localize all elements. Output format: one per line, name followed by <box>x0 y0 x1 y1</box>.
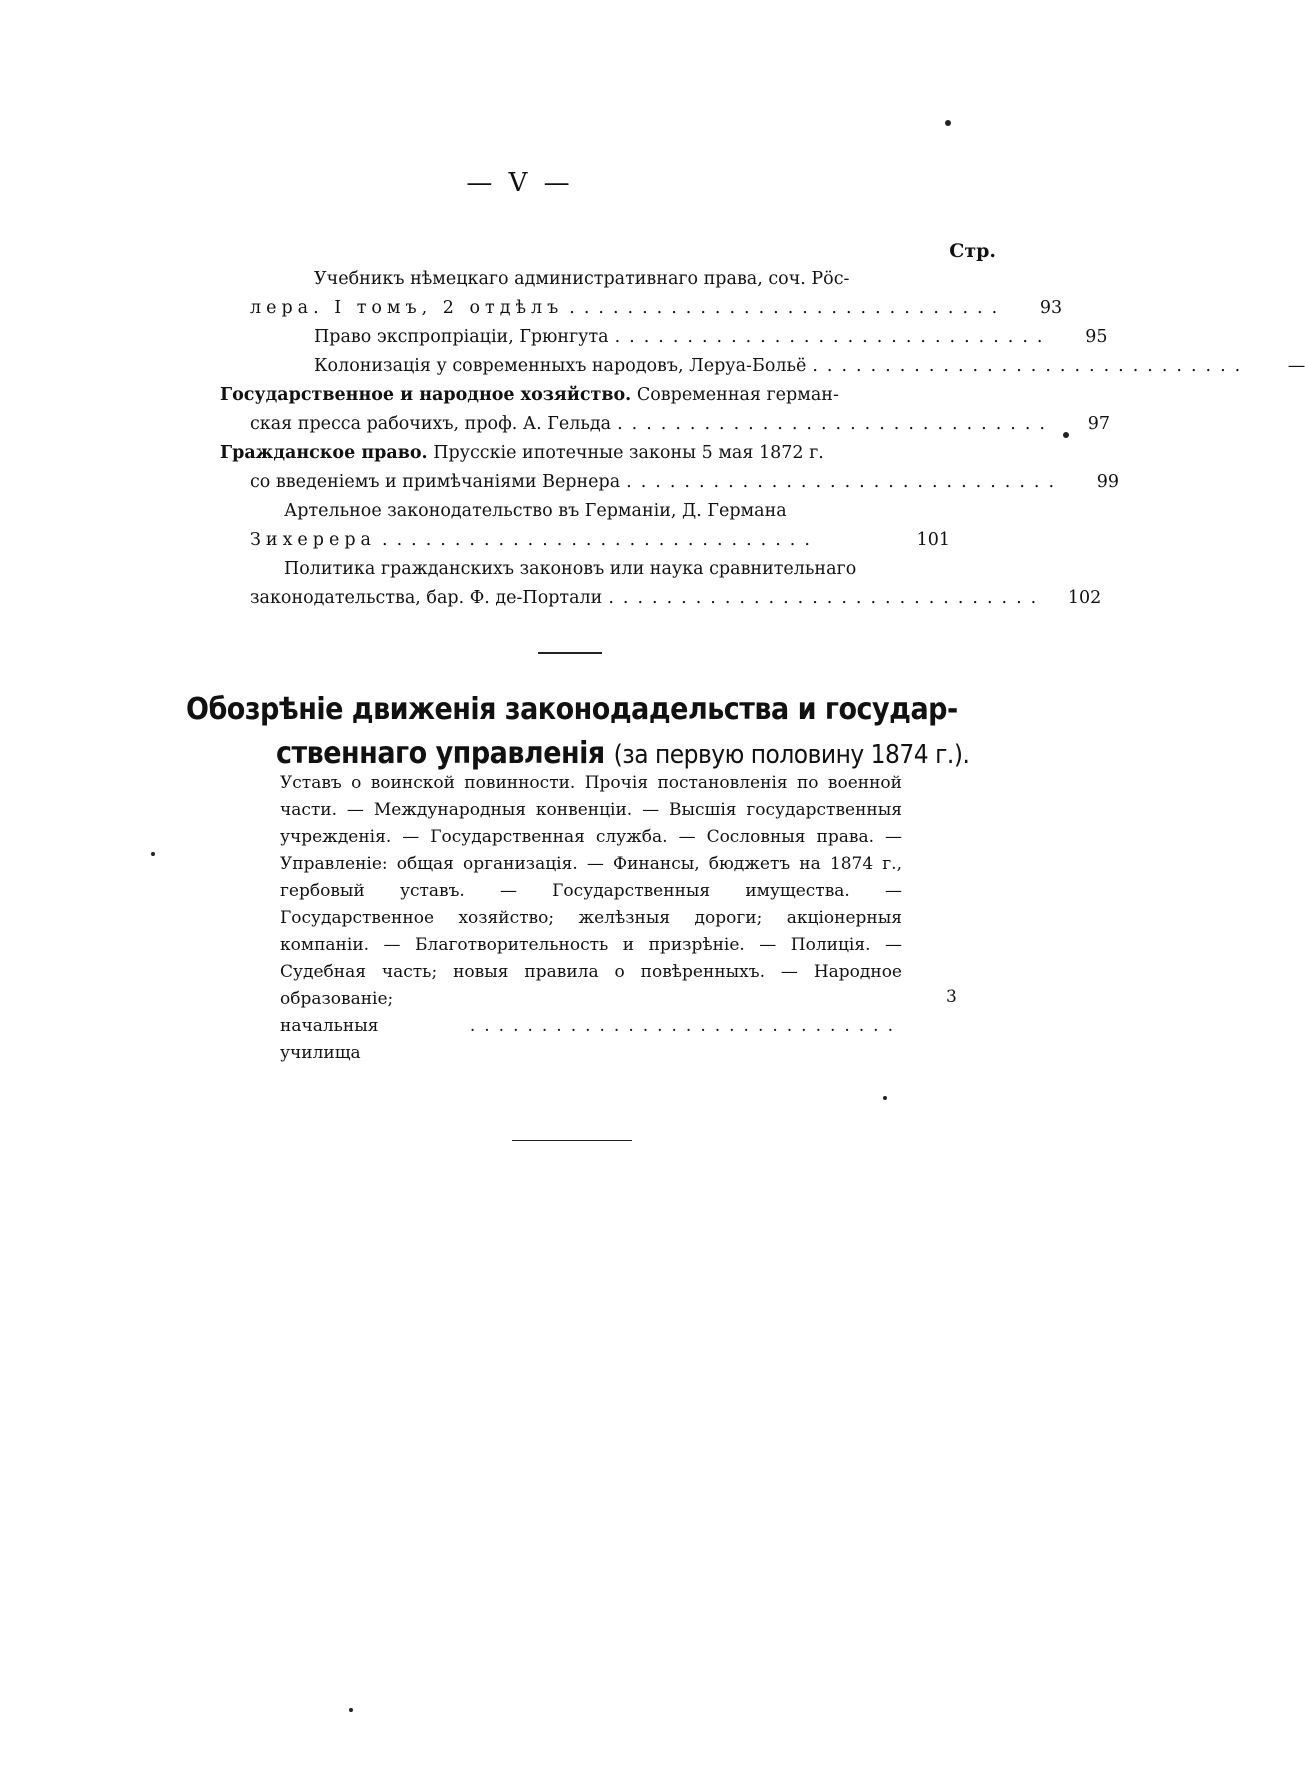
toc-entry-line: Учебникъ нѣмецкаго административнаго права, соч. Рӧс- <box>314 269 850 289</box>
section-title-line: Обозрѣнiе движенiя законодадельства и государ- <box>186 692 958 727</box>
toc-page-number: 97 <box>1087 414 1110 434</box>
toc-entry-line: Государственное и народное хозяйство. Современная герман- <box>220 385 839 405</box>
section-contents: Уставъ о воинской повинности. Прочiя постановленiя по военной части. — Международныя конвенцiи. — Высшiя государственныя учрежденiя. — Государственная служба. — Сословныя права. — Управленiе: общая организацiя. — Финансы, бюджетъ на 1874 г., гербовый уставъ. — Государственныя имущества. — Государственное хозяйство; желѣзныя дороги; акцiонерныя компанiи. — Благотворительность и призрѣнiе. — Полицiя. — Судебная часть; новыя правила о повѣренныхъ. — Народное образованiе; начальныя училища .............................. <box>280 770 902 1067</box>
toc-page-number: 102 <box>1067 588 1102 608</box>
toc-entry-line: Гражданское право. Прусскiе ипотечные законы 5 мая 1872 г. <box>220 443 824 463</box>
toc-entry: Право экспропріацiи, Грюнгута .............................. 95 <box>250 323 950 352</box>
toc-entry-line: Артельное законодательство въ Германiи, Д. Германа <box>284 501 787 521</box>
toc-entry: Государственное и народное хозяйство. Современная герман- ская пресса рабочихъ, проф. А. Гельда .............................. 97 <box>250 381 950 439</box>
toc-entry: Учебникъ нѣмецкаго административнаго права, соч. Рӧс- лера. I томъ, 2 отдѣлъ .............................. 93 <box>250 265 950 323</box>
toc-entry-line: Право экспропріацiи, Грюнгута <box>314 327 609 347</box>
toc-page-number: 95 <box>1085 327 1108 347</box>
toc-entry-lead: Государственное и народное хозяйство. <box>220 385 632 405</box>
toc-entry: Артельное законодательство въ Германiи, Д. Германа Зихерера .............................. 101 <box>250 497 950 555</box>
section-title-subtitle: (за первую половину 1874 г.). <box>613 740 970 770</box>
section-body-last-line: начальныя училища <box>280 1016 379 1063</box>
toc-page-number: 93 <box>1039 298 1063 318</box>
toc-entry-lead: Гражданское право. <box>220 443 428 463</box>
toc-page-number: — <box>1287 356 1305 376</box>
toc-page-number: 101 <box>916 530 950 550</box>
section-title <box>186 688 986 777</box>
toc-entry-line: законодательства, бар. Ф. де-Портали <box>250 588 603 608</box>
toc-entry-line: ская пресса рабочихъ, проф. А. Гельда <box>250 414 612 434</box>
toc-entry-line: Колонизацiя у современныхъ народовъ, Леруа-Больё <box>314 356 807 376</box>
toc-page-number: 99 <box>1096 472 1120 492</box>
scan-speck <box>151 852 155 856</box>
scan-speck <box>349 1708 353 1712</box>
scan-speck <box>1063 432 1069 438</box>
toc-entry-line: Политика гражданскихъ законовъ или наука сравнительнаго <box>284 559 857 579</box>
section-page-number: 3 <box>946 987 957 1007</box>
toc-entry-line: со введенiемъ и примѣчанiями Вернера <box>250 472 621 492</box>
toc-entry-line: Зихерера <box>250 530 376 550</box>
page-column-label: Стр. <box>949 240 996 262</box>
divider <box>538 652 602 654</box>
toc-entry: Политика гражданскихъ законовъ или наука сравнительнаго законодательства, бар. Ф. де-Портали .............................. 102 <box>250 555 950 613</box>
toc-entry: Гражданское право. Прусскiе ипотечные законы 5 мая 1872 г. со введенiемъ и примѣчанiями Вернера .............................. 99 <box>250 439 950 497</box>
divider <box>512 1140 632 1141</box>
table-of-contents <box>220 265 1305 613</box>
page-number: — V — <box>466 168 574 198</box>
toc-entry-line: лера. I томъ, 2 отдѣлъ <box>250 298 564 318</box>
scan-speck <box>883 1096 887 1100</box>
section-title-line: ственнаго управленiя <box>276 736 605 771</box>
toc-entry: Колонизацiя у современныхъ народовъ, Леруа-Больё .............................. — <box>250 352 950 381</box>
scan-speck <box>945 120 951 126</box>
section-body: Уставъ о воинской повинности. Прочiя постановленiя по военной части. — Международныя конвенцiи. — Высшiя государственныя учрежденiя. — Государственная служба. — Сословныя права. — Управленiе: общая организацiя. — Финансы, бюджетъ на 1874 г., гербовый уставъ. — Государственныя имущества. — Государственное хозяйство; желѣзныя дороги; акцiонерныя компанiи. — Благотворительность и призрѣнiе. — Полицiя. — Судебная часть; новыя правила о повѣренныхъ. — Народное образованiе; <box>280 773 902 1009</box>
